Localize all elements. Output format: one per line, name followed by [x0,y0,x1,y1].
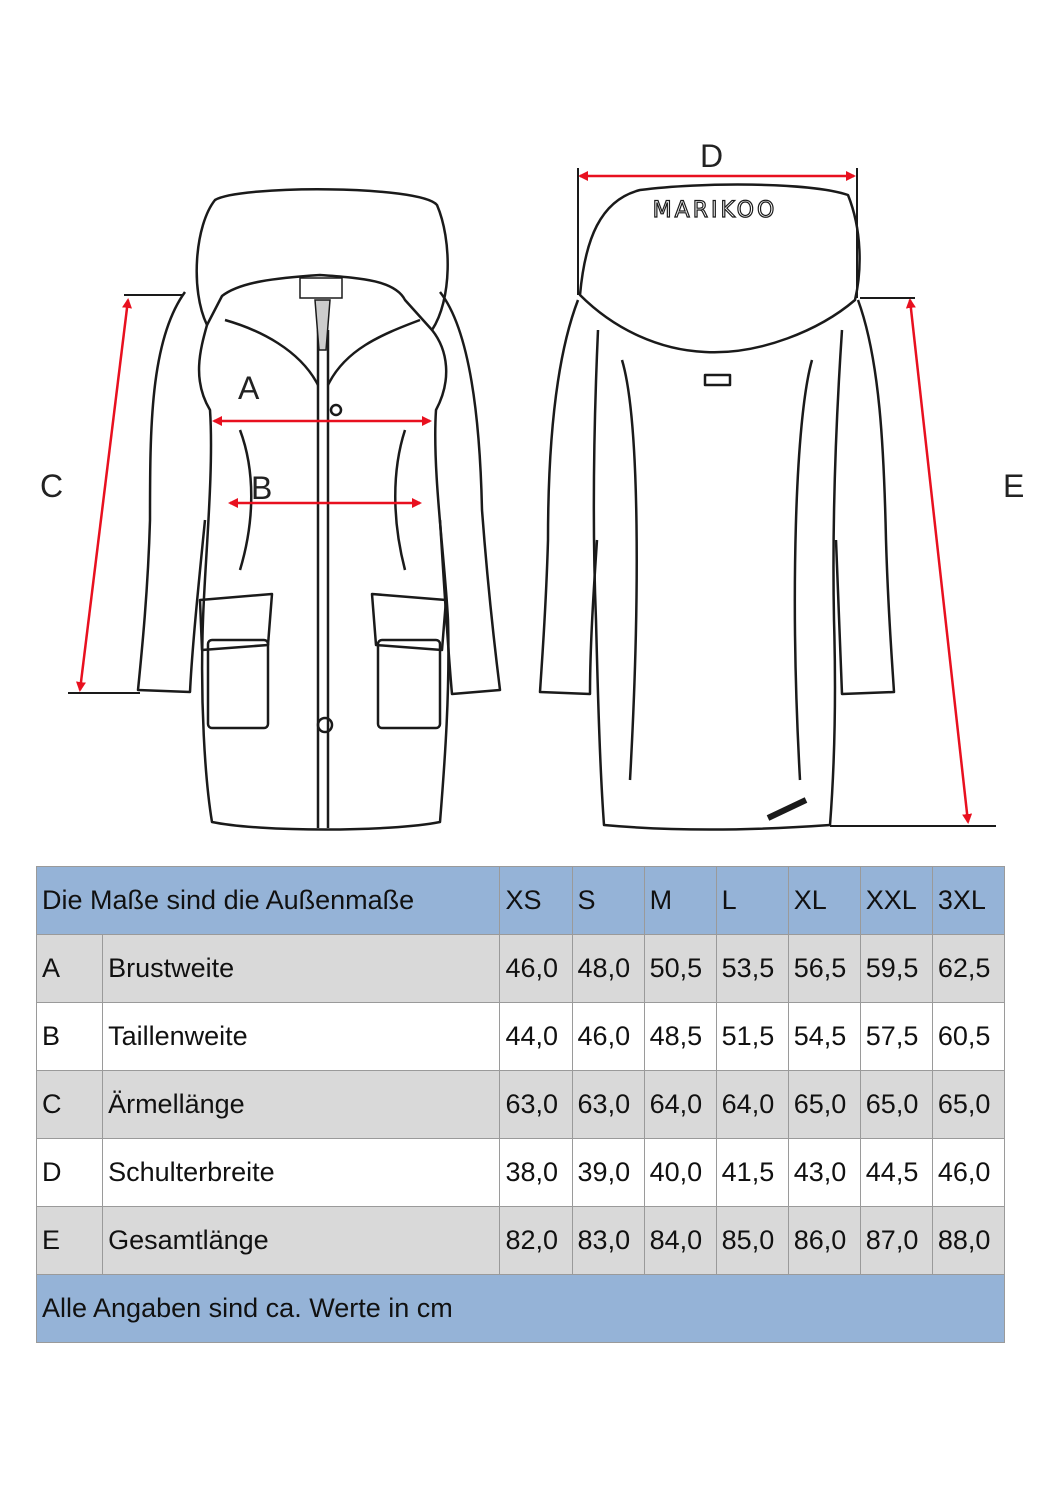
row-label: Brustweite [103,935,500,1003]
cell-value: 64,0 [644,1071,716,1139]
label-A: A [238,370,260,406]
table-row [37,1139,1005,1207]
row-key: C [37,1071,103,1139]
size-header: XL [788,867,860,935]
table-header-title: Die Maße sind die Außenmaße [37,867,500,935]
cell-value: 53,5 [716,935,788,1003]
size-header: XS [500,867,572,935]
cell-value: 46,0 [572,1003,644,1071]
size-header: M [644,867,716,935]
cell-value: 60,5 [932,1003,1004,1071]
front-left-pocket [208,640,268,728]
cell-value: 48,0 [572,935,644,1003]
row-key: E [37,1207,103,1275]
label-B: B [251,470,273,506]
cell-value: 84,0 [644,1207,716,1275]
cell-value: 39,0 [572,1139,644,1207]
cell-value: 44,0 [500,1003,572,1071]
cell-value: 65,0 [860,1071,932,1139]
size-header: L [716,867,788,935]
cell-value: 54,5 [788,1003,860,1071]
row-key: D [37,1139,103,1207]
back-left-sleeve [540,300,597,694]
cell-value: 56,5 [788,935,860,1003]
front-right-pocket [378,640,440,728]
row-label: Taillenweite [103,1003,500,1071]
cell-value: 59,5 [860,935,932,1003]
cell-value: 65,0 [932,1071,1004,1139]
size-header: S [572,867,644,935]
arrow-E [910,300,968,822]
row-label: Gesamtlänge [103,1207,500,1275]
table-footer-note: Alle Angaben sind ca. Werte in cm [37,1275,1005,1343]
front-left-sleeve [138,292,205,692]
cell-value: 85,0 [716,1207,788,1275]
back-jacket [540,185,894,830]
row-label: Schulterbreite [103,1139,500,1207]
cell-value: 86,0 [788,1207,860,1275]
cell-value: 40,0 [644,1139,716,1207]
cell-value: 64,0 [716,1071,788,1139]
front-body [199,325,448,830]
cell-value: 88,0 [932,1207,1004,1275]
back-right-sleeve [836,300,894,694]
front-logo-patch [300,278,342,350]
cell-value: 87,0 [860,1207,932,1275]
back-hem-tab [768,800,806,818]
label-D: D [700,138,724,174]
cell-value: 44,5 [860,1139,932,1207]
label-E: E [1003,468,1025,504]
row-key: B [37,1003,103,1071]
cell-value: 48,5 [644,1003,716,1071]
table-row [37,935,1005,1003]
cell-value: 57,5 [860,1003,932,1071]
cell-value: 38,0 [500,1139,572,1207]
arrow-C [80,300,128,690]
size-header: 3XL [932,867,1004,935]
cell-value: 41,5 [716,1139,788,1207]
cell-value: 51,5 [716,1003,788,1071]
cell-value: 50,5 [644,935,716,1003]
front-zipper [318,330,328,828]
cell-value: 43,0 [788,1139,860,1207]
label-C: C [40,468,64,504]
row-label: Ärmellänge [103,1071,500,1139]
size-header: XXL [860,867,932,935]
table-row [37,1207,1005,1275]
cell-value: 83,0 [572,1207,644,1275]
cell-value: 63,0 [572,1071,644,1139]
cell-value: 46,0 [500,935,572,1003]
table-row [37,1071,1005,1139]
cell-value: 63,0 [500,1071,572,1139]
brand-logo: MARIKOO [652,198,778,223]
cell-value: 65,0 [788,1071,860,1139]
table-footer-row [37,1275,1005,1343]
cell-value: 82,0 [500,1207,572,1275]
cell-value: 46,0 [932,1139,1004,1207]
size-table [36,866,1005,1343]
cell-value: 62,5 [932,935,1004,1003]
table-header-row [37,867,1005,935]
table-row [37,1003,1005,1071]
row-key: A [37,935,103,1003]
